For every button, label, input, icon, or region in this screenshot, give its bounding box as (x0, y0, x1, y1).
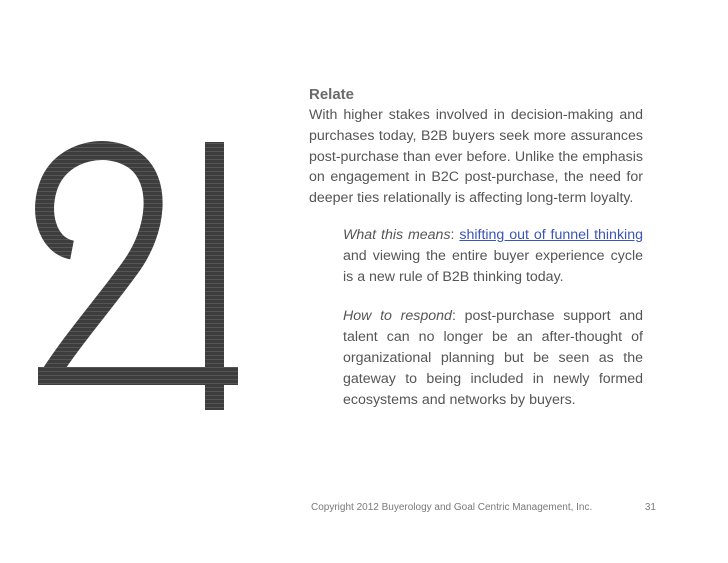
intro-paragraph: With higher stakes involved in decision-making and purchases today, B2B buyers seek more assurances post-purchase than ever before. Unlike the emphasis on engagement in B2C post-purchase, the need for deeper ties relationally is affecting long-term loyalty. (309, 107, 643, 207)
what-this-means-label: What this means (343, 226, 451, 243)
slide-footer (311, 502, 656, 513)
slide-content (309, 85, 643, 410)
separator: : (450, 226, 460, 243)
how-to-respond-paragraph (343, 306, 643, 410)
what-this-means-text: and viewing the entire buyer experience cycle is a new rule of B2B thinking today. (343, 247, 643, 285)
how-to-respond-text: post-purchase support and talent can no longer be an after-thought of organizational planning but be seen as the gateway to being included in newly formed ecosystems and networks by buyers. (343, 308, 643, 408)
copyright-text: Copyright 2012 Buyerology and Goal Centric Management, Inc. (311, 502, 593, 513)
page-number: 31 (644, 502, 656, 513)
funnel-thinking-link[interactable]: shifting out of funnel thinking (459, 226, 643, 243)
section-heading: Relate (309, 86, 355, 103)
separator: : (451, 308, 465, 325)
what-this-means-paragraph (343, 225, 643, 287)
numeral-four-graphic (28, 140, 258, 420)
how-to-respond-label: How to respond (343, 308, 452, 325)
